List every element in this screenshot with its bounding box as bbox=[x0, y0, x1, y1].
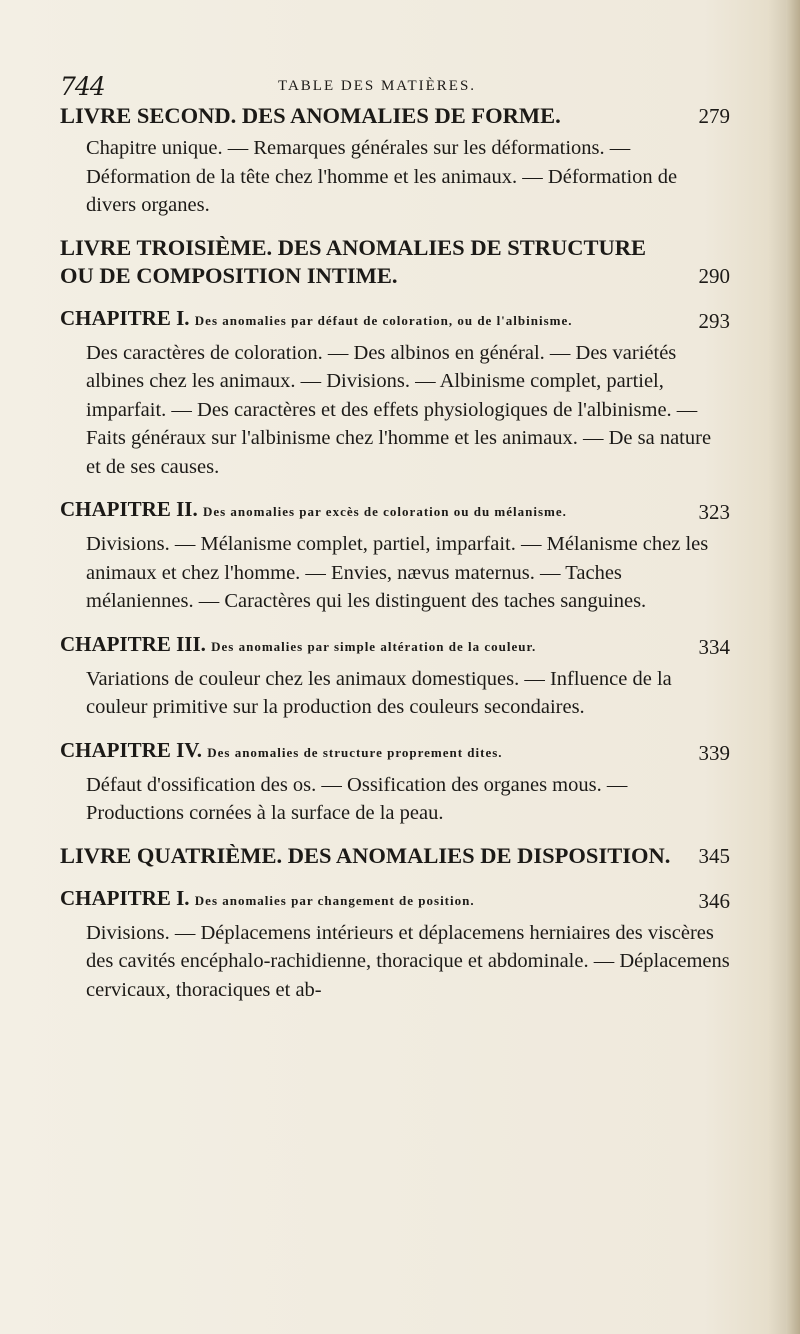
page-number: 744 bbox=[60, 72, 105, 101]
summary-paragraph: Divisions. — Mélanisme complet, partiel, imparfait. — Mélanisme chez les animaux et chez l'homme. — Envies, nævus maternus. — Taches mélaniennes. — Caractères qui les distinguent des taches sanguines. bbox=[86, 533, 709, 612]
chapter-heading bbox=[60, 884, 730, 915]
chapter-title: Des anomalies par défaut de coloration, ou de l'albinisme. bbox=[194, 312, 573, 328]
page-ref: 339 bbox=[698, 740, 730, 765]
page-ref: 293 bbox=[698, 308, 730, 333]
summary-paragraph: Des caractères de coloration. — Des albinos en général. — Des variétés albines chez les animaux. — Divisions. — Albinisme complet, partiel, imparfait. — Des caractères et des effets physiologiques de l'albinisme. — Faits généraux sur l'albinisme chez l'homme et les animaux. — De sa nature et de ses causes. bbox=[86, 341, 712, 478]
chapter-heading bbox=[60, 304, 730, 335]
livre-heading: LIVRE TROISIÈME. DES ANOMALIES DE STRUCTURE OU DE COMPOSITION INTIME. 290 bbox=[60, 234, 730, 288]
chapter-heading bbox=[60, 630, 730, 661]
chapter-label: CHAPITRE III. bbox=[60, 631, 206, 656]
chapter-label: CHAPITRE I. bbox=[60, 885, 190, 910]
page-edge bbox=[786, 0, 800, 1334]
page-ref: 346 bbox=[698, 888, 730, 913]
page-ref: 279 bbox=[698, 104, 730, 128]
page-ref: 334 bbox=[698, 634, 730, 659]
chapter-label: CHAPITRE II. bbox=[60, 497, 198, 521]
summary-paragraph: Divisions. — Déplacemens intérieurs et déplacemens herniaires des viscères des cavités encéphalo-rachidienne, thoracique et abdominale. — Déplacemens cervicaux, thoraciques et ab- bbox=[86, 921, 730, 1001]
page-ref: 290 bbox=[698, 263, 730, 288]
chapter-heading bbox=[60, 736, 730, 767]
chapter-heading bbox=[60, 495, 730, 526]
page-ref: 323 bbox=[698, 500, 730, 524]
livre-heading: LIVRE SECOND. DES ANOMALIES DE FORME. 279 bbox=[60, 103, 730, 128]
chapter-title: Des anomalies par changement de position. bbox=[194, 892, 475, 908]
chapter-label: CHAPITRE IV. bbox=[60, 737, 202, 762]
chapter-title: Des anomalies par simple altération de la couleur. bbox=[211, 638, 537, 654]
running-head-title: TABLE DES MATIÈRES. bbox=[278, 78, 477, 94]
livre-heading: LIVRE QUATRIÈME. DES ANOMALIES DE DISPOSITION. 345 bbox=[60, 842, 730, 868]
summary-paragraph: Défaut d'ossification des os. — Ossification des organes mous. — Productions cornées à la surface de la peau. bbox=[86, 773, 628, 824]
chapter-title: Des anomalies de structure proprement dites. bbox=[207, 744, 503, 760]
chapter-title: Des anomalies par excès de coloration ou du mélanisme. bbox=[202, 504, 567, 519]
page-ref: 345 bbox=[698, 843, 730, 868]
summary-paragraph: Variations de couleur chez les animaux domestiques. — Influence de la couleur primitive sur la production des couleurs secondaires. bbox=[86, 667, 672, 718]
summary-paragraph: Chapitre unique. — Remarques générales sur les déformations. —Déformation de la tête chez l'homme et les animaux. — Déformation de divers organes. bbox=[86, 137, 678, 216]
chapter-label: CHAPITRE I. bbox=[60, 305, 190, 330]
table-of-contents bbox=[60, 98, 730, 1004]
